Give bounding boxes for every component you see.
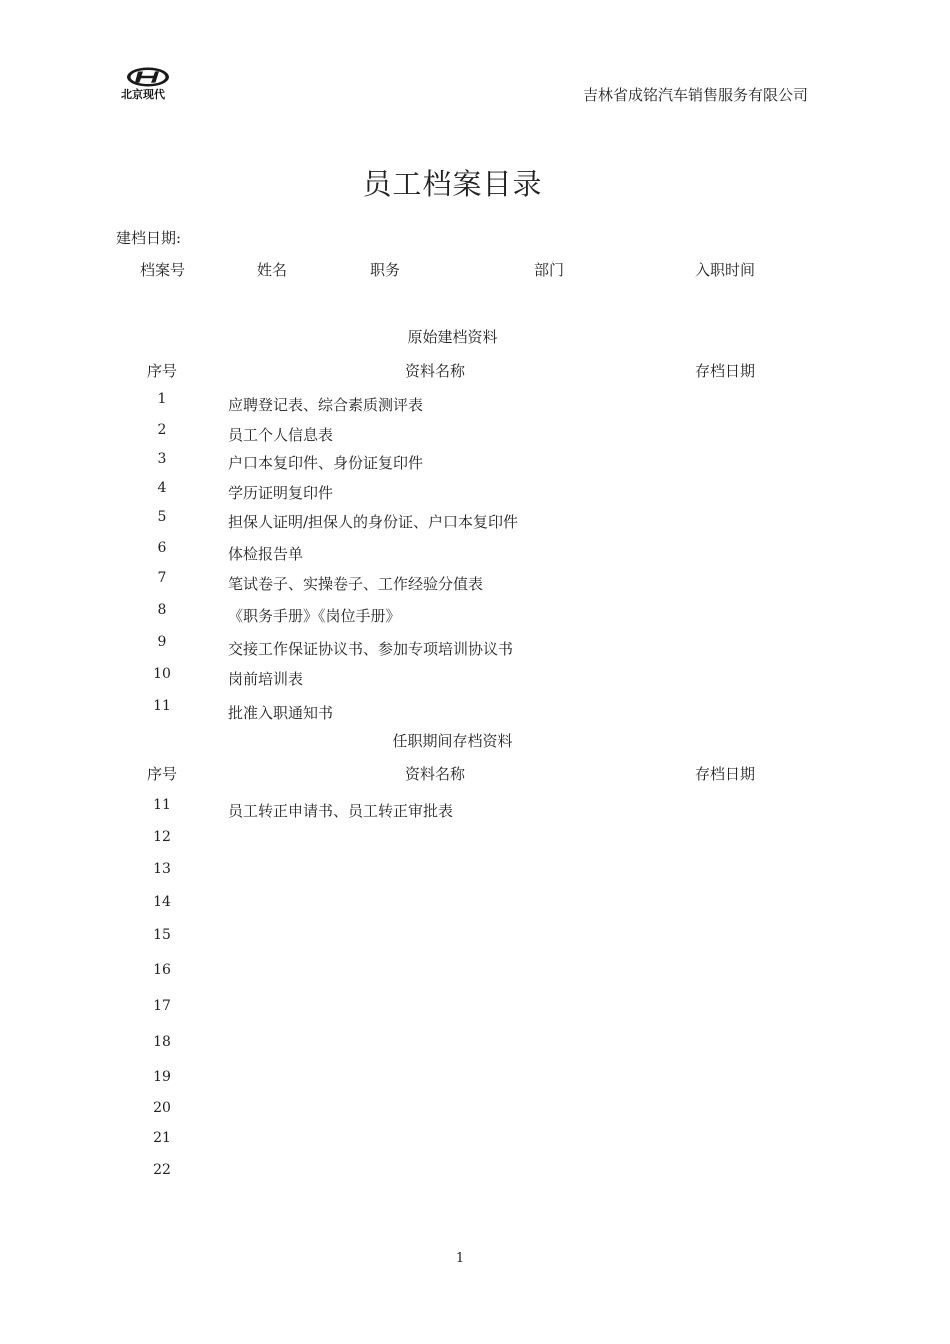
row-doc-name: 学历证明复印件 — [228, 484, 334, 502]
company-name: 吉林省成铭汽车销售服务有限公司 — [583, 86, 809, 104]
row-number: 13 — [153, 861, 171, 877]
info-header-entry-date: 入职时间 — [695, 261, 756, 279]
row-number: 5 — [157, 509, 167, 525]
row-doc-name: 笔试卷子、实操卷子、工作经验分值表 — [228, 575, 484, 593]
row-doc-name: 批准入职通知书 — [228, 704, 334, 722]
info-header-file-no: 档案号 — [140, 261, 186, 279]
col-header-archive-date: 存档日期 — [695, 765, 756, 783]
row-number: 9 — [157, 634, 167, 650]
row-doc-name: 体检报告单 — [228, 545, 304, 563]
hyundai-logo — [117, 66, 180, 102]
col-header-archive-date: 存档日期 — [695, 362, 756, 380]
row-doc-name: 户口本复印件、身份证复印件 — [228, 454, 424, 472]
info-header-position: 职务 — [370, 261, 401, 279]
row-number: 17 — [153, 998, 171, 1014]
row-number: 1 — [157, 391, 167, 407]
row-number: 21 — [153, 1130, 171, 1146]
row-number: 6 — [157, 540, 167, 556]
col-header-seq: 序号 — [147, 362, 178, 380]
row-doc-name: 交接工作保证协议书、参加专项培训协议书 — [228, 640, 514, 658]
row-number: 14 — [153, 894, 171, 910]
col-header-seq: 序号 — [147, 765, 178, 783]
info-header-department: 部门 — [534, 261, 565, 279]
page-title: 员工档案目录 — [362, 167, 543, 201]
row-number: 18 — [153, 1034, 171, 1050]
row-number: 20 — [153, 1100, 171, 1116]
row-number: 16 — [153, 962, 171, 978]
row-doc-name: 应聘登记表、综合素质测评表 — [228, 396, 424, 414]
row-doc-name: 《职务手册》《岗位手册》 — [228, 607, 401, 625]
row-number: 10 — [153, 666, 171, 682]
info-header-name: 姓名 — [257, 261, 288, 279]
date-label: 建档日期: — [116, 229, 182, 247]
row-doc-name: 员工转正申请书、员工转正审批表 — [228, 802, 454, 820]
row-number: 19 — [153, 1069, 171, 1085]
row-number: 2 — [157, 422, 167, 438]
row-number: 4 — [157, 480, 167, 496]
section-title-original: 原始建档资料 — [407, 328, 498, 346]
row-doc-name: 员工个人信息表 — [228, 426, 334, 444]
row-number: 8 — [157, 602, 167, 618]
row-number: 7 — [157, 570, 167, 586]
row-doc-name: 岗前培训表 — [228, 670, 304, 688]
section-title-employment: 任职期间存档资料 — [392, 732, 513, 750]
row-number: 12 — [153, 829, 171, 845]
row-number: 15 — [153, 927, 171, 943]
col-header-doc-name: 资料名称 — [405, 765, 466, 783]
row-number: 11 — [153, 698, 171, 714]
row-number: 22 — [153, 1162, 171, 1178]
page-number: 1 — [455, 1251, 465, 1266]
row-number: 11 — [153, 797, 171, 813]
logo-text: 北京现代 — [121, 88, 165, 101]
col-header-doc-name: 资料名称 — [405, 362, 466, 380]
row-number: 3 — [157, 451, 167, 467]
row-doc-name: 担保人证明/担保人的身份证、户口本复印件 — [228, 513, 519, 531]
